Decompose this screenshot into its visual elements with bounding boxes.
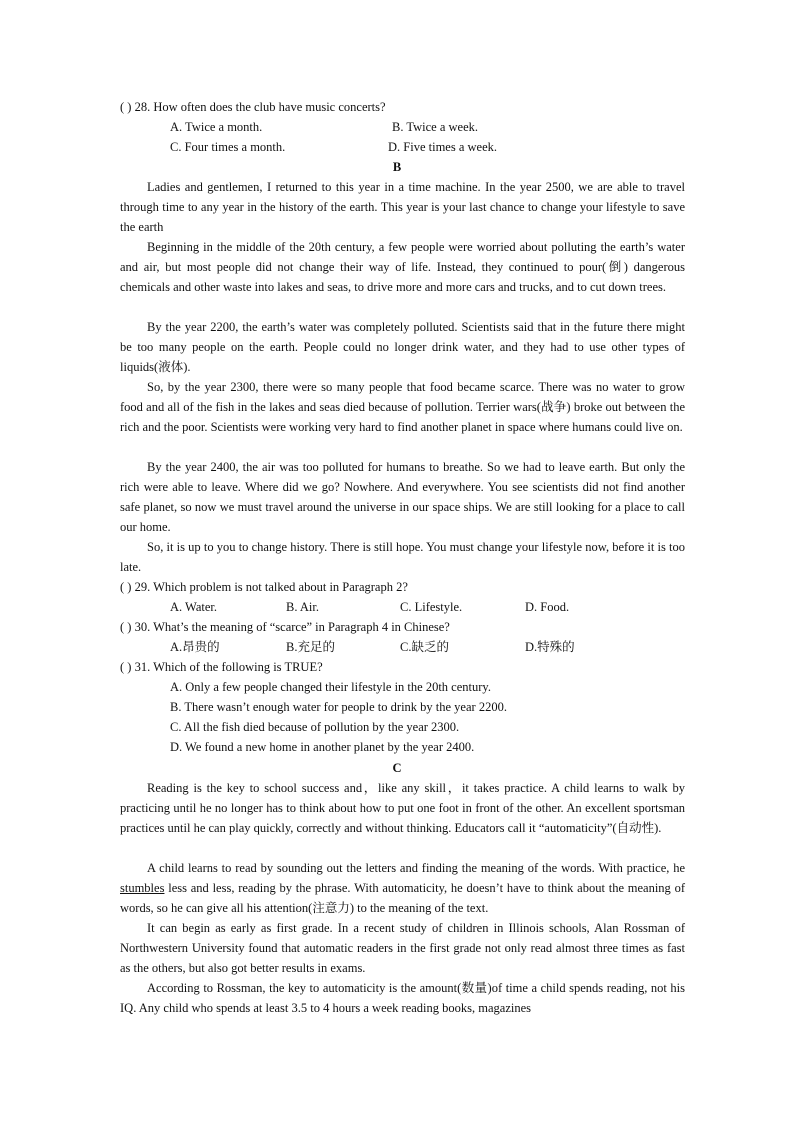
question-31-option-c: C. All the fish died because of pollution by the year 2300. (170, 720, 460, 734)
question-28-option-c: C. Four times a month. (170, 140, 286, 154)
question-30-stem: ( ) 30. What’s the meaning of “scarce” in Paragraph 4 in Chinese? (120, 620, 450, 634)
question-28-option-b: B. Twice a week. (392, 120, 479, 134)
section-b-paragraph-1: Ladies and gentlemen, I returned to this year in a time machine. In the year 2500, we are able to travel through time to any year in the history of the earth. This year is your last chance to change your lifestyle to save the earth (120, 180, 685, 234)
section-b-paragraph-2: Beginning in the middle of the 20th century, a few people were worried about polluting the earth’s water and air, but most people did not change their way of life. Instead, they continued to pour(倒) dangerous chemicals and other waste into lakes and seas, to drive more and more cars and trucks, and to cut down trees. (120, 240, 685, 294)
section-c-paragraph-4: According to Rossman, the key to automaticity is the amount(数量)of time a child spends reading, not his IQ. Any child who spends at least 3.5 to 4 hours a week reading books, magazines (120, 981, 685, 1015)
section-b-heading: B (392, 160, 402, 174)
question-29-stem: ( ) 29. Which problem is not talked about in Paragraph 2? (120, 580, 408, 594)
question-29-option-b: B. Air. (286, 600, 319, 614)
section-b-paragraph-3: By the year 2200, the earth’s water was completely polluted. Scientists said that in the future there might be too many people on the earth. People could no longer drink water, and they had to use other types of liquids(液体). (120, 320, 685, 374)
section-c-heading: C (392, 761, 402, 775)
question-31-option-b: B. There wasn’t enough water for people to drink by the year 2200. (170, 700, 507, 714)
question-28-option-d: D. Five times a week. (388, 140, 498, 154)
question-29-option-c: C. Lifestyle. (400, 600, 463, 614)
question-31-stem: ( ) 31. Which of the following is TRUE? (120, 660, 323, 674)
paragraph-2-text-end: less and less, reading by the phrase. With automaticity, he doesn’t have to think about the meaning of words, so he can give all his attention(注意力) to the meaning of the text. (120, 881, 685, 915)
question-31-option-d: D. We found a new home in another planet by the year 2400. (170, 740, 475, 754)
question-28-stem: ( ) 28. How often does the club have music concerts? (120, 100, 386, 114)
paragraph-2-text-start: A child learns to read by sounding out the letters and finding the meaning of the words. With practice, he (147, 861, 685, 875)
question-31-option-a: A. Only a few people changed their lifestyle in the 20th century. (170, 680, 491, 694)
question-30-option-d: D.特殊的 (525, 640, 575, 654)
underlined-word: stumbles (120, 881, 165, 895)
section-c-paragraph-2 (120, 858, 685, 918)
section-c-paragraph-3: It can begin as early as first grade. In a recent study of children in Illinois schools, Alan Rossman of Northwestern University found that automatic readers in the first grade not only read almost three times as fast as the others, but also got better results in exams. (120, 921, 685, 975)
question-30-option-a: A.昂贵的 (170, 640, 220, 654)
section-c-paragraph-1: Reading is the key to school success and，like any skill，it takes practice. A child learns to walk by practicing until he no longer has to think about how to put one foot in front of the other. An excellent sportsman practices until he can play quickly, correctly and without thinking. Educators call it “automaticity”(自动性). (120, 781, 685, 835)
section-b-paragraph-6: So, it is up to you to change history. There is still hope. You must change your lifestyle now, before it is too late. (120, 540, 685, 574)
section-b-paragraph-5: By the year 2400, the air was too polluted for humans to breathe. So we had to leave earth. But only the rich were able to leave. Where did we go? Nowhere. And everywhere. You see scientists did not find another safe planet, so now we must travel around the universe in our space ships. We are still looking for a place to call our home. (120, 460, 685, 534)
question-30-option-c: C.缺乏的 (400, 640, 449, 654)
question-28-option-a: A. Twice a month. (170, 120, 263, 134)
section-b-paragraph-4: So, by the year 2300, there were so many people that food became scarce. There was no water to grow food and all of the fish in the lakes and seas died because of pollution. Terrier wars(战争) broke out between the rich and the poor. Scientists were working very hard to find another planet in space where humans could live on. (120, 380, 685, 434)
question-29-option-a: A. Water. (170, 600, 218, 614)
question-30-option-b: B.充足的 (286, 640, 335, 654)
question-29-option-d: D. Food. (525, 600, 570, 614)
